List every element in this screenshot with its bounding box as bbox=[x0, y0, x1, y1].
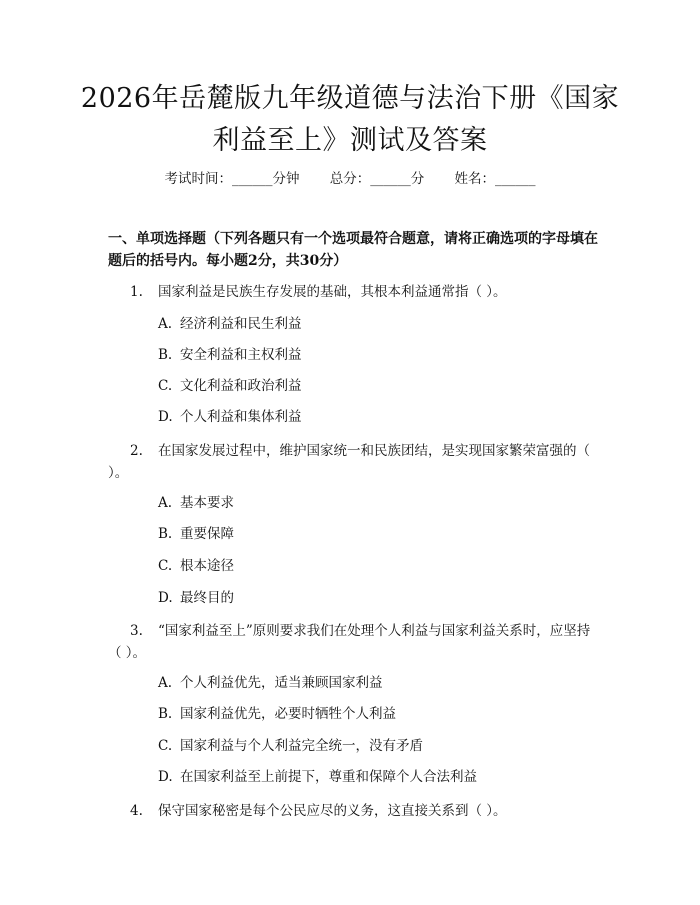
question-2-option-c bbox=[158, 556, 598, 576]
option-text: 经济利益和民生利益 bbox=[180, 316, 302, 332]
option-letter: D. bbox=[158, 409, 173, 425]
option-text: 个人利益优先，适当兼顾国家利益 bbox=[180, 675, 383, 691]
option-text: 安全利益和主权利益 bbox=[180, 347, 302, 363]
option-text: 文化利益和政治利益 bbox=[180, 378, 302, 394]
option-letter: D. bbox=[158, 590, 173, 606]
exam-meta bbox=[0, 167, 700, 187]
option-letter: B. bbox=[158, 526, 173, 542]
question-2-option-b bbox=[158, 524, 598, 544]
question-number: 4. bbox=[130, 803, 143, 819]
page-title: 2026年岳麓版九年级道德与法治下册《国家利益至上》测试及答案 bbox=[80, 83, 620, 156]
question-1-option-a bbox=[158, 314, 598, 334]
question-4 bbox=[108, 800, 598, 822]
option-letter: C. bbox=[158, 378, 173, 394]
option-letter: C. bbox=[158, 558, 173, 574]
total-score-field: 总分：______分 bbox=[329, 171, 425, 187]
option-letter: B. bbox=[158, 347, 173, 363]
option-letter: A. bbox=[158, 495, 173, 511]
option-letter: C. bbox=[158, 738, 173, 754]
option-text: 最终目的 bbox=[180, 590, 234, 606]
option-text: 个人利益和集体利益 bbox=[180, 409, 302, 425]
question-number: 3. bbox=[130, 623, 143, 639]
option-letter: A. bbox=[158, 316, 173, 332]
question-1-option-d bbox=[158, 407, 598, 427]
option-text: 国家利益与个人利益完全统一，没有矛盾 bbox=[180, 738, 423, 754]
question-text: “国家利益至上”原则要求我们在处理个人利益与国家利益关系时，应坚持（ ）。 bbox=[108, 623, 591, 661]
question-3-option-a bbox=[158, 673, 598, 693]
question-number: 1. bbox=[130, 284, 143, 300]
option-letter: D. bbox=[158, 769, 173, 785]
question-1-option-c bbox=[158, 376, 598, 396]
student-name-field: 姓名：______ bbox=[454, 171, 536, 187]
question-text: 在国家发展过程中，维护国家统一和民族团结，是实现国家繁荣富强的（ ）。 bbox=[108, 443, 590, 481]
option-letter: A. bbox=[158, 675, 173, 691]
option-text: 基本要求 bbox=[180, 495, 234, 511]
option-text: 在国家利益至上前提下，尊重和保障个人合法利益 bbox=[180, 769, 477, 785]
option-text: 根本途径 bbox=[180, 558, 234, 574]
question-text: 保守国家秘密是每个公民应尽的义务，这直接关系到（ ）。 bbox=[158, 803, 507, 819]
question-2-option-d bbox=[158, 588, 598, 608]
option-text: 国家利益优先，必要时牺牲个人利益 bbox=[180, 706, 396, 722]
question-3-option-d bbox=[158, 767, 598, 787]
section-heading: 一、单项选择题（下列各题只有一个选项最符合题意，请将正确选项的字母填在题后的括号内。每小题2分，共30分） bbox=[108, 231, 598, 269]
question-1-option-b bbox=[158, 345, 598, 365]
question-3 bbox=[108, 620, 598, 664]
question-number: 2. bbox=[130, 443, 143, 459]
option-letter: B. bbox=[158, 706, 173, 722]
question-3-option-c bbox=[158, 736, 598, 756]
exam-time-field: 考试时间：______分钟 bbox=[164, 171, 300, 187]
question-2 bbox=[108, 440, 598, 484]
question-text: 国家利益是民族生存发展的基础，其根本利益通常指（ ）。 bbox=[158, 284, 507, 300]
question-3-option-b bbox=[158, 704, 598, 724]
question-2-option-a bbox=[158, 493, 598, 513]
question-1 bbox=[108, 281, 598, 303]
option-text: 重要保障 bbox=[180, 526, 234, 542]
